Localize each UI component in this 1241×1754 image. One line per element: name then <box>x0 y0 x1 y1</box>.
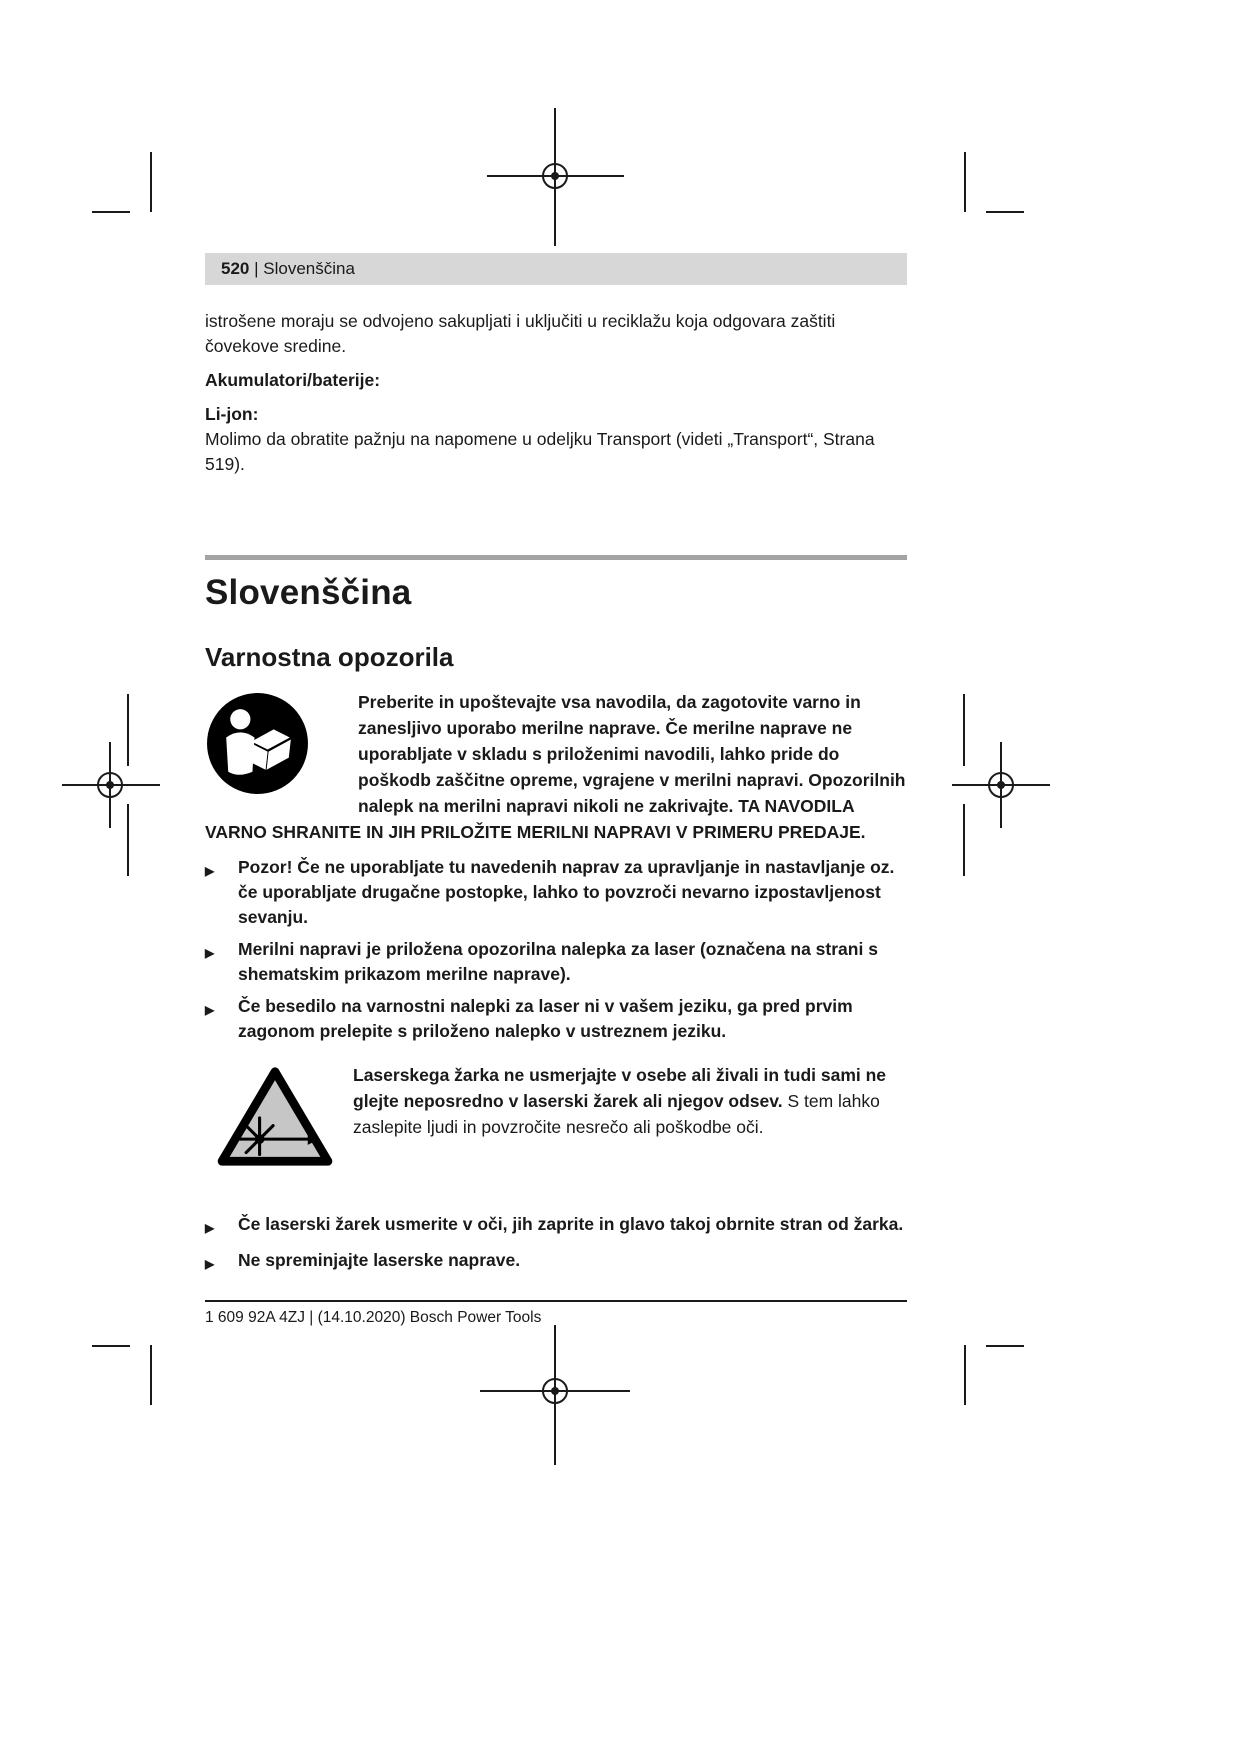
laser-bullet-list <box>205 1192 907 1277</box>
crop-mark <box>986 211 1024 213</box>
read-manual-icon <box>205 691 310 796</box>
bullet-marker-icon: ▶ <box>205 1220 215 1235</box>
crop-mark <box>986 1345 1024 1347</box>
footer-text: 1 609 92A 4ZJ | (14.10.2020) Bosch Power Tools <box>205 1309 542 1326</box>
laser-warning-normal-text: S tem lahko zaslepite ljudi in povzročite nesrečo ali poškodbe oči. <box>353 1090 880 1137</box>
list-item <box>205 855 907 930</box>
crop-mark <box>92 1345 130 1347</box>
transport-note: Molimo da obratite pažnju na napomene u odeljku Transport (videti „Transport“, Strana 519). <box>205 429 875 475</box>
list-item <box>205 1248 907 1277</box>
bullet-text: Merilni napravi je priložena opozorilna nalepka za laser (označena na strani s shematskim prikazom merilne naprave). <box>238 938 878 984</box>
battery-type-heading: Li-jon: <box>205 404 259 425</box>
bullet-text: Ne spreminjajte laserske naprave. <box>238 1249 521 1270</box>
read-manual-warning-block <box>205 689 907 845</box>
crop-mark <box>127 694 129 766</box>
list-item <box>205 937 907 987</box>
bullet-marker-icon: ▶ <box>205 945 215 960</box>
page-footer <box>205 1300 907 1327</box>
crop-mark <box>964 1345 966 1405</box>
crop-mark <box>964 152 966 212</box>
page-header <box>205 253 907 285</box>
battery-heading: Akumulatori/baterije: <box>205 370 381 391</box>
crop-mark <box>127 804 129 876</box>
list-item <box>205 1212 907 1241</box>
page-header-section: | Slovenščina <box>254 259 355 278</box>
laser-warning-bold-text: Laserskega žarka ne usmerjajte v osebe ali živali in tudi sami ne glejte neposredno v laserski žarek ali njegov odsev. <box>353 1064 887 1111</box>
section-divider <box>205 555 907 560</box>
crop-mark <box>150 1345 152 1405</box>
bullet-marker-icon: ▶ <box>205 1002 215 1017</box>
list-item <box>205 994 907 1044</box>
bullet-text: Če laserski žarek usmerite v oči, jih zaprite in glavo takoj obrnite stran od žarka. <box>238 1213 904 1234</box>
crop-mark <box>963 694 965 766</box>
bullet-text: Pozor! Če ne uporabljate tu navedenih naprav za upravljanje in nastavljanje oz. če uporabljate drugačne postopke, lahko to povzroči nevarno izpostavljenost sevanju. <box>238 856 895 927</box>
content-column <box>205 253 907 1284</box>
recycle-paragraph: istrošene moraju se odvojeno sakupljati i uključiti u reciklažu koja odgovara zaštiti čovekove sredine. <box>205 311 836 357</box>
read-manual-warning-text: Preberite in upoštevajte vsa navodila, da zagotovite varno in zanesljivo uporabo merilne naprave. Če merilne naprave ne uporabljate v skladu s priloženimi navodili, lahko pride do poškodb zaščitne opreme, vgrajene v merilni napravi. Opozorilnih nalepk na merilni napravi nikoli ne zakrivajte. TA NAVODILA VARNO SHRANITE IN JIH PRILOŽITE MERILNI NAPRAVI V PRIMERU PREDAJE. <box>205 691 906 842</box>
bullet-marker-icon: ▶ <box>205 1256 215 1271</box>
laser-warning-block <box>205 1062 907 1182</box>
bullet-text: Če besedilo na varnostni nalepki za laser ni v vašem jeziku, ga pred prvim zagonom prelepite s priloženo nalepko v ustreznem jeziku. <box>238 995 853 1041</box>
page-number: 520 <box>221 259 250 278</box>
crop-mark <box>92 211 130 213</box>
safety-heading: Varnostna opozorila <box>205 641 454 672</box>
laser-warning-icon <box>215 1064 335 1168</box>
safety-bullet-list <box>205 855 907 1044</box>
crop-mark <box>963 804 965 876</box>
language-title: Slovenščina <box>205 573 412 613</box>
bullet-marker-icon: ▶ <box>205 863 215 878</box>
crop-mark <box>150 152 152 212</box>
